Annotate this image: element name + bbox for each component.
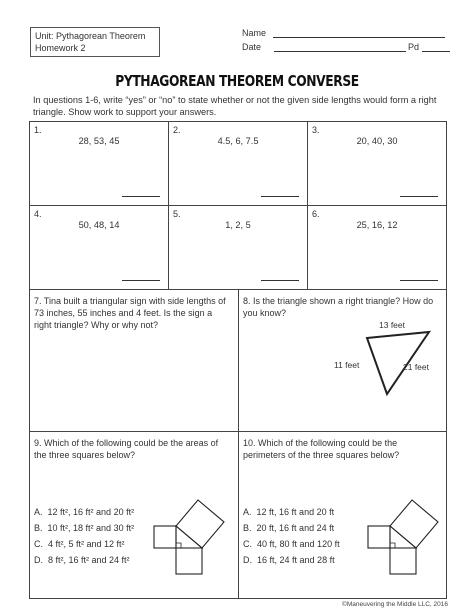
square-bottom (390, 548, 416, 574)
option-text: 8 ft², 16 ft² and 24 ft² (48, 555, 130, 565)
pd-field[interactable] (422, 51, 450, 52)
problem-cell-6[interactable] (308, 206, 446, 290)
problem-values: 1, 2, 5 (225, 220, 251, 230)
answer-line[interactable] (261, 280, 299, 281)
option-letter: C. (34, 539, 43, 549)
answer-line[interactable] (400, 196, 438, 197)
problem-number: 2. (173, 125, 181, 135)
question-7-cell[interactable] (30, 290, 239, 432)
option-text: 16 ft, 24 ft and 28 ft (257, 555, 335, 565)
name-row (242, 28, 445, 38)
square-hypotenuse (390, 500, 438, 548)
question-7-text: 7. Tina built a triangular sign with side lengths of 73 inches, 55 inches and 4 feet. Is the sign a right triangle? Why or why not? (34, 296, 226, 330)
option-letter: D. (243, 555, 252, 565)
date-label: Date (242, 42, 262, 52)
problem-values: 20, 40, 30 (356, 136, 398, 146)
problem-cell-2[interactable] (169, 122, 308, 206)
option-text: 12 ft, 16 ft and 20 ft (256, 507, 335, 517)
option-b[interactable] (34, 520, 134, 536)
question-8-text: 8. Is the triangle shown a right triangle? How do you know? (243, 296, 434, 318)
option-letter: A. (34, 507, 43, 517)
problem-cell-5[interactable] (169, 206, 308, 290)
option-text: 4 ft², 5 ft² and 12 ft² (48, 539, 125, 549)
problem-values: 25, 16, 12 (356, 220, 398, 230)
option-d[interactable] (243, 552, 340, 568)
answer-line[interactable] (400, 280, 438, 281)
option-a[interactable] (243, 504, 340, 520)
option-b[interactable] (243, 520, 340, 536)
unit-label: Unit: Pythagorean Theorem (35, 31, 146, 41)
side-label-right: 21 feet (403, 362, 429, 372)
triangle-diagram (239, 290, 446, 432)
option-letter: A. (243, 507, 252, 517)
name-label: Name (242, 28, 267, 38)
problem-number: 1. (34, 125, 42, 135)
problem-number: 6. (312, 209, 320, 219)
problem-number: 5. (173, 209, 181, 219)
option-text: 40 ft, 80 ft and 120 ft (257, 539, 340, 549)
option-letter: B. (34, 523, 43, 533)
option-text: 10 ft², 18 ft² and 30 ft² (47, 523, 135, 533)
pythagorean-squares-figure-9 (148, 486, 228, 584)
answer-line[interactable] (261, 196, 299, 197)
option-letter: D. (34, 555, 43, 565)
option-letter: C. (243, 539, 252, 549)
instructions: In questions 1-6, write “yes” or “no” to state whether or not the given side lengths would form a right triangle. Show work to support your answers. (33, 95, 437, 117)
problem-values: 4.5, 6, 7.5 (217, 136, 259, 146)
pd-label: Pd (408, 42, 420, 52)
answer-line[interactable] (122, 280, 160, 281)
name-field[interactable] (273, 37, 445, 38)
date-field[interactable] (274, 51, 406, 52)
problem-number: 3. (312, 125, 320, 135)
option-c[interactable] (243, 536, 340, 552)
question-9-text: 9. Which of the following could be the areas of the three squares below? (34, 438, 219, 460)
option-d[interactable] (34, 552, 134, 568)
option-text: 12 ft², 16 ft² and 20 ft² (47, 507, 135, 517)
square-left (368, 526, 390, 548)
question-10-text: 10. Which of the following could be the perimeters of the three squares below? (243, 438, 400, 460)
problem-values: 50, 48, 14 (78, 220, 120, 230)
problem-cell-1[interactable] (30, 122, 169, 206)
square-hypotenuse (176, 500, 224, 548)
option-text: 20 ft, 16 ft and 24 ft (256, 523, 335, 533)
page-title: PYTHAGOREAN THEOREM CONVERSE (115, 72, 359, 90)
problem-values: 28, 53, 45 (78, 136, 120, 146)
copyright-footer: ©Maneuvering the Middle LLC, 2016 (342, 601, 448, 608)
answer-line[interactable] (122, 196, 160, 197)
problem-cell-4[interactable] (30, 206, 169, 290)
homework-label: Homework 2 (35, 43, 86, 53)
option-letter: B. (243, 523, 252, 533)
square-left (154, 526, 176, 548)
side-label-left: 11 feet (334, 360, 360, 370)
pythagorean-squares-figure-10 (362, 486, 442, 584)
question-8-cell[interactable] (239, 290, 446, 432)
unit-box (30, 27, 160, 57)
date-row (242, 42, 450, 52)
square-bottom (176, 548, 202, 574)
option-c[interactable] (34, 536, 134, 552)
option-a[interactable] (34, 504, 134, 520)
question-9-options (34, 504, 134, 568)
problem-cell-3[interactable] (308, 122, 446, 206)
problem-number: 4. (34, 209, 42, 219)
side-label-top: 13 feet (379, 320, 405, 330)
question-10-options (243, 504, 340, 568)
